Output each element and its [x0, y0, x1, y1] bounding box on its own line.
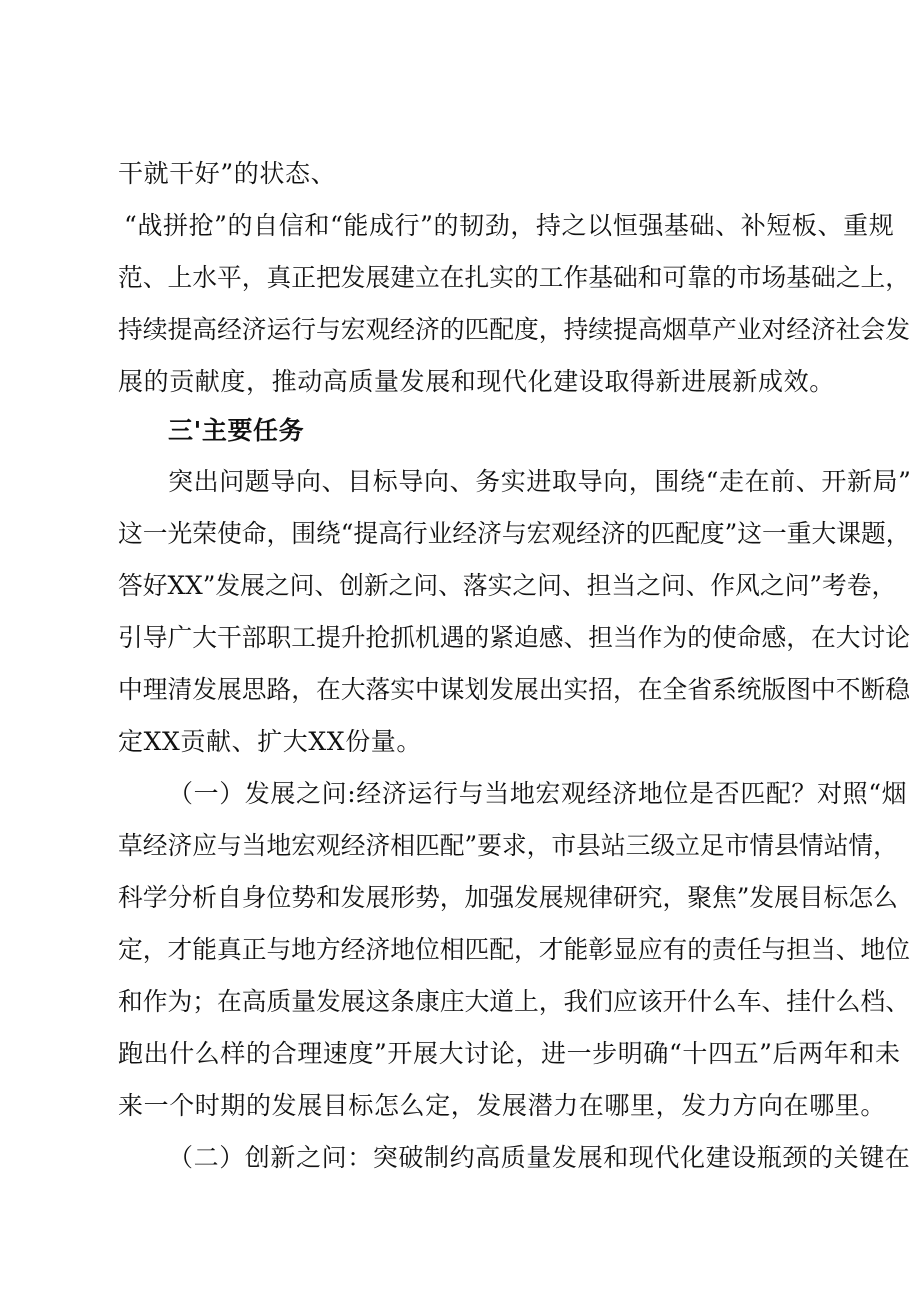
- line-text: 干就干好”的状态、: [118, 159, 337, 188]
- text-line: [0, 206, 920, 246]
- line-text: （二）创新之问：突破制约高质量发展和现代化建设瓶颈的关键在: [168, 1143, 911, 1172]
- text-line: [0, 462, 920, 502]
- line-text: 这一光荣使命，围绕“提高行业经济与宏观经济的匹配度”这一重大课题，: [118, 519, 911, 548]
- line-text: 定XX贡献、扩大XX份量。: [118, 727, 422, 756]
- text-line: [0, 618, 920, 658]
- text-line: [0, 258, 920, 298]
- line-text: 定，才能真正与地方经济地位相匹配，才能彰显应有的责任与担当、地位: [118, 935, 910, 964]
- line-text: 中理清发展思路，在大落实中谋划发展出实招，在全省系统版图中不断稳: [118, 675, 910, 704]
- text-line: [0, 670, 920, 710]
- text-line: [0, 566, 920, 606]
- text-line: [0, 722, 920, 762]
- section-heading: [0, 411, 920, 451]
- text-line: [0, 1034, 920, 1074]
- text-line: [0, 310, 920, 350]
- line-text: 持续提高经济运行与宏观经济的匹配度，持续提高烟草产业对经济社会发: [118, 315, 910, 344]
- text-line: [0, 1086, 920, 1126]
- text-line: [0, 930, 920, 970]
- line-text: 范、上水平，真正把发展建立在扎实的工作基础和可靠的市场基础之上，: [118, 263, 910, 292]
- text-line: [0, 154, 920, 194]
- text-line: [0, 826, 920, 866]
- line-text: （一）发展之问:经济运行与当地宏观经济地位是否匹配？对照“烟: [168, 779, 908, 808]
- line-text: 突出问题导向、目标导向、务实进取导向，围绕“走在前、开新局”: [168, 467, 912, 496]
- line-text: 科学分析自身位势和发展形势，加强发展规律研究，聚焦”发展目标怎么: [118, 883, 898, 912]
- line-text: 草经济应与当地宏观经济相匹配”要求，市县站三级立足市情县情站情，: [118, 831, 898, 860]
- text-line: [0, 982, 920, 1022]
- heading-text: 三'主要任务: [168, 416, 305, 445]
- line-text: 答好XX”发展之问、创新之问、落实之问、担当之问、作风之问”考卷，: [118, 571, 897, 600]
- line-text: 展的贡献度，推动高质量发展和现代化建设取得新进展新成效。: [118, 367, 835, 396]
- text-line: [0, 1138, 920, 1178]
- text-line: [0, 774, 920, 814]
- line-text: 跑出什么样的合理速度”开展大讨论，进一步明确“十四五”后两年和未: [118, 1039, 901, 1068]
- text-line: [0, 878, 920, 918]
- line-text: 引导广大干部职工提升抢抓机遇的紧迫感、担当作为的使命感，在大讨论: [118, 623, 910, 652]
- line-text: 来一个时期的发展目标怎么定，发展潜力在哪里，发力方向在哪里。: [118, 1091, 887, 1120]
- line-text: “战拼抢”的自信和“能成行”的韧劲，持之以恒强基础、补短板、重规: [124, 211, 895, 240]
- text-line: [0, 514, 920, 554]
- line-text: 和作为；在高质量发展这条康庄大道上，我们应该开什么车、挂什么档、: [118, 987, 910, 1016]
- text-line: [0, 362, 920, 402]
